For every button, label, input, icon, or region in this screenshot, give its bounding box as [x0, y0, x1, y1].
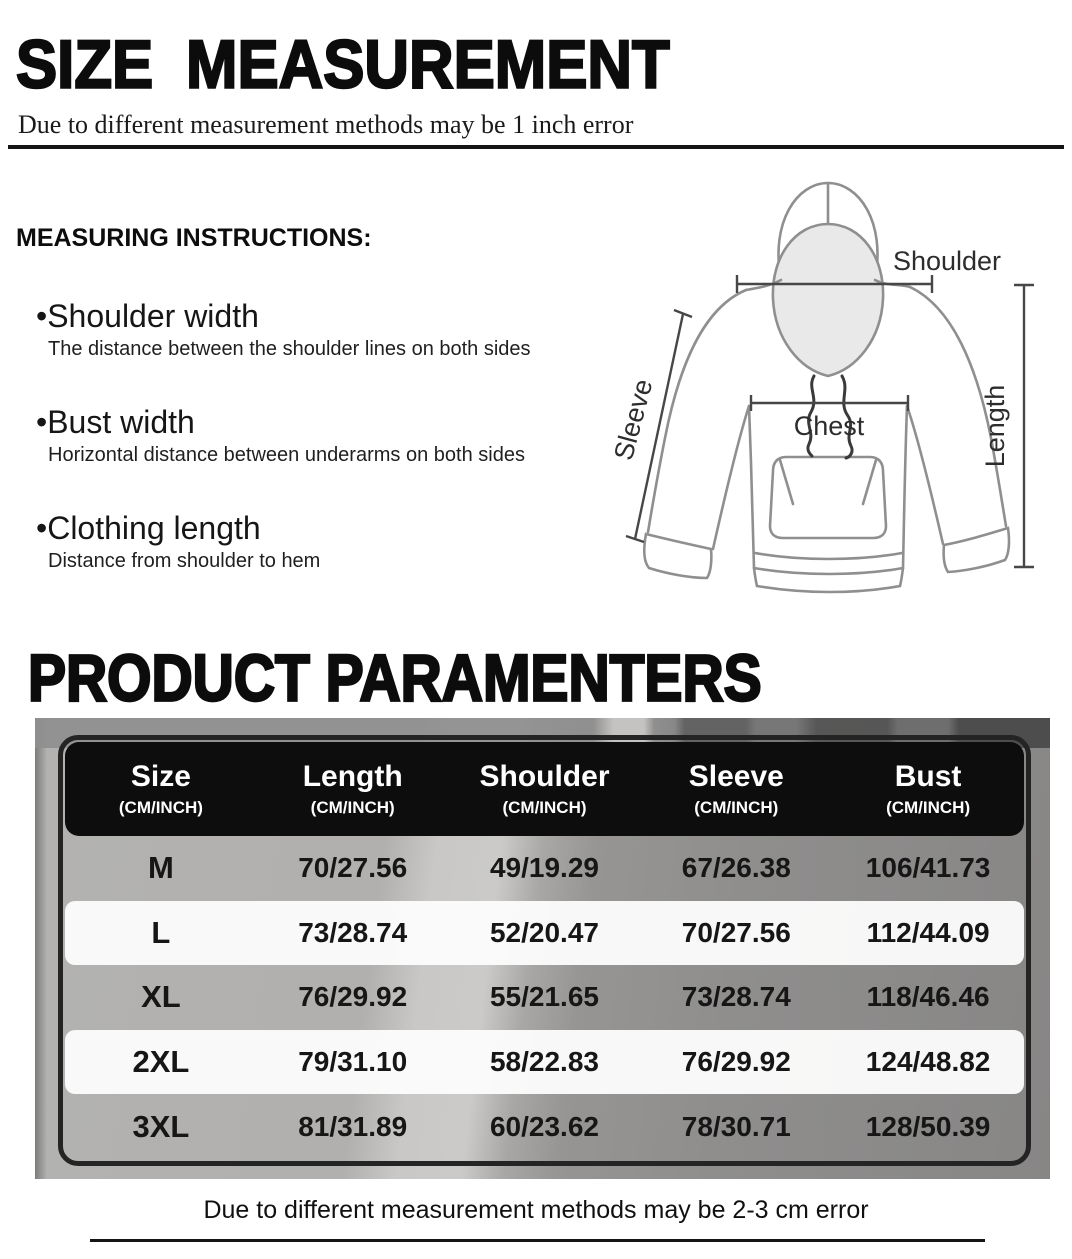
column-unit: (CM/INCH) — [694, 798, 779, 818]
product-parameters-title: PRODUCT PARAMENTERS — [28, 641, 762, 715]
cell-size: L — [151, 914, 171, 950]
measuring-instructions-heading: MEASURING INSTRUCTIONS: — [16, 224, 372, 252]
table-row-m — [65, 836, 1024, 901]
size-table — [58, 735, 1031, 1166]
left-body-edge — [749, 406, 754, 568]
header-divider — [8, 145, 1064, 149]
cell-bust: 124/48.82 — [865, 1046, 991, 1078]
inch-error-note: Due to different measurement methods may be 1 inch error — [18, 110, 634, 139]
column-unit: (CM/INCH) — [502, 798, 587, 818]
right-body-edge — [903, 406, 907, 568]
cell-sleeve: 78/30.71 — [681, 1110, 791, 1142]
column-unit: (CM/INCH) — [886, 798, 971, 818]
face-opening — [773, 224, 883, 376]
size-table-photo-background — [35, 718, 1050, 1179]
cell-bust: 106/41.73 — [865, 852, 991, 884]
cell-shoulder: 60/23.62 — [489, 1110, 599, 1142]
column-title: Size — [130, 759, 191, 793]
length-label: Length — [980, 384, 1010, 468]
column-title: Bust — [894, 759, 962, 793]
instruction-term-clothing-length: •Clothing length — [36, 510, 261, 546]
hem-band-top — [755, 553, 902, 559]
cell-length: 81/31.89 — [298, 1110, 408, 1142]
hem-left-side — [754, 568, 757, 586]
left-cuff — [644, 534, 711, 578]
cell-sleeve: 73/28.74 — [681, 981, 791, 1013]
table-row-3xl — [65, 1094, 1024, 1159]
cell-length: 79/31.10 — [298, 1046, 408, 1078]
cell-bust: 118/46.46 — [866, 981, 990, 1013]
instruction-desc-clothing-length: Distance from shoulder to hem — [48, 550, 321, 572]
cell-sleeve: 70/27.56 — [681, 916, 791, 948]
column-unit: (CM/INCH) — [310, 798, 395, 818]
table-row-2xl — [65, 1030, 1024, 1095]
cm-error-note: Due to different measurement methods may be 2-3 cm error — [203, 1196, 869, 1224]
column-title: Sleeve — [688, 759, 784, 793]
table-row-l — [65, 901, 1024, 966]
table-row-xl — [65, 965, 1024, 1030]
footer-divider — [90, 1239, 985, 1242]
page-title: SIZE MEASUREMENT — [16, 27, 670, 103]
size-table-header — [65, 742, 1024, 836]
instruction-term-shoulder-width: •Shoulder width — [36, 298, 259, 334]
column-header-bust — [832, 760, 1024, 819]
cell-size: 2XL — [132, 1044, 190, 1080]
column-header-length — [257, 760, 449, 819]
column-title: Shoulder — [479, 759, 610, 793]
cell-shoulder: 58/22.83 — [489, 1046, 599, 1078]
column-title: Length — [302, 759, 403, 793]
cell-length: 73/28.74 — [298, 916, 408, 948]
cell-size: XL — [141, 979, 181, 1015]
hem-band-bottom — [754, 568, 903, 574]
hem-right-side — [900, 568, 903, 586]
right-sleeve-inner — [907, 406, 943, 544]
column-unit: (CM/INCH) — [118, 798, 203, 818]
shoulder-label: Shoulder — [892, 246, 1002, 276]
hem-bottom-edge — [757, 586, 900, 592]
cell-shoulder: 55/21.65 — [489, 981, 599, 1013]
cell-sleeve: 67/26.38 — [681, 852, 791, 884]
cell-bust: 112/44.09 — [866, 916, 990, 948]
hoodie-measurement-diagram — [600, 170, 1072, 610]
cell-sleeve: 76/29.92 — [681, 1046, 791, 1078]
pocket-right-opening — [863, 460, 876, 504]
right-cuff — [944, 528, 1009, 572]
cell-size: 3XL — [132, 1108, 190, 1144]
left-sleeve-inner — [713, 406, 749, 549]
pocket-left-opening — [780, 460, 793, 504]
instruction-term-bust-width: •Bust width — [36, 404, 195, 440]
instruction-desc-bust-width: Horizontal distance between underarms on both sides — [48, 444, 525, 466]
cell-length: 76/29.92 — [298, 981, 408, 1013]
instruction-desc-shoulder-width: The distance between the shoulder lines on both sides — [48, 338, 531, 360]
kangaroo-pocket — [770, 457, 886, 538]
cell-size: M — [147, 850, 174, 886]
column-header-sleeve — [640, 760, 832, 819]
column-header-size — [65, 760, 257, 819]
cell-bust: 128/50.39 — [865, 1110, 991, 1142]
column-header-shoulder — [449, 760, 641, 819]
chest-label: Chest — [793, 411, 865, 441]
cell-length: 70/27.56 — [298, 852, 408, 884]
sleeve-label: Sleeve — [608, 375, 659, 464]
cell-shoulder: 52/20.47 — [489, 916, 599, 948]
cell-shoulder: 49/19.29 — [489, 852, 599, 884]
